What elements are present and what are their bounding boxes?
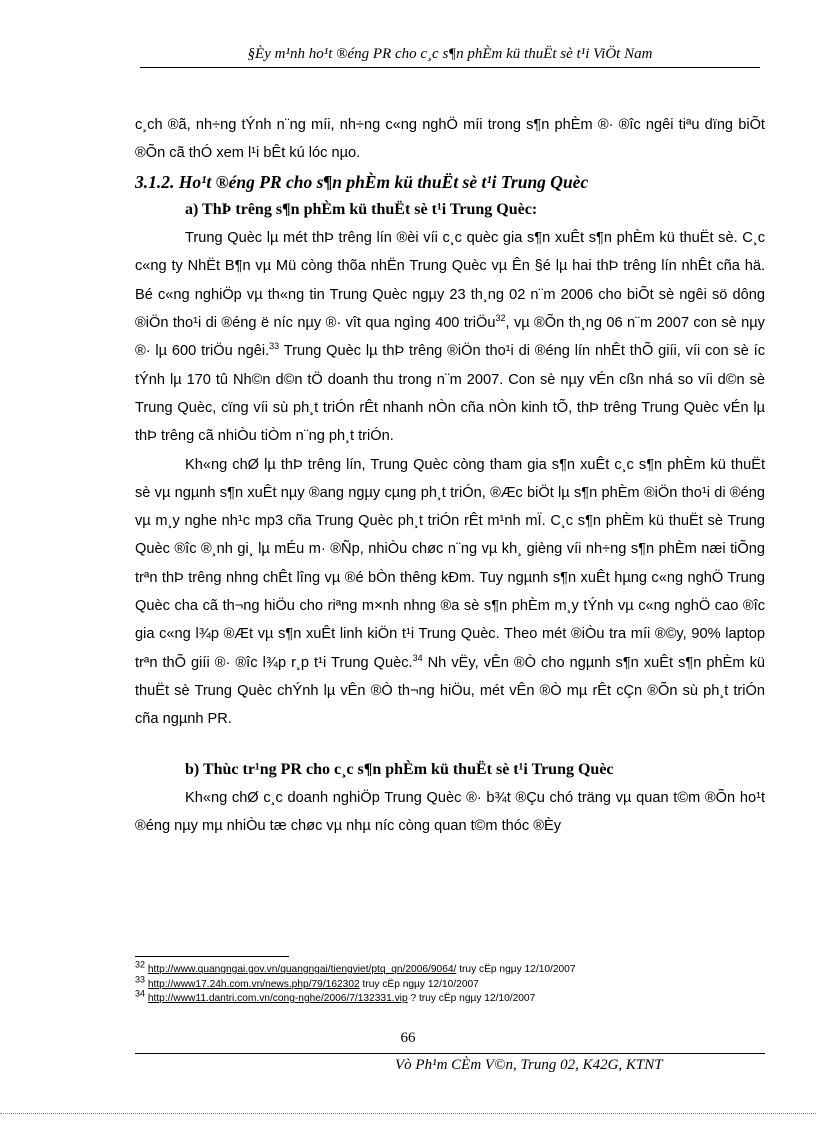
footer-divider [135, 1053, 765, 1054]
running-footer: Vò Ph¹m CÈm V©n, Trung 02, K42G, KTNT [395, 1057, 663, 1073]
subheading-market: a) ThÞ trêng s¶n phÈm kü thuËt sè t¹i Trung Quèc: [185, 200, 538, 218]
footnote-link[interactable]: http://www11.dantri.com.vn/cong-nghe/2006/7/132331.vip [147, 993, 408, 1004]
body-text [135, 111, 765, 840]
paragraph-continuation: c¸ch ®ã, nh÷ng tÝnh n¨ng míi, nh÷ng c«ng nghÖ míi trong s¶n phÈm ®· ®îc ngêi tiªu dïng biÕt ®Õn cã thÓ xem l¹i bÊt kú lóc nµo. [135, 117, 765, 162]
paragraph-text: Trung Quèc lµ mét thÞ trêng lín ®èi víi c¸c quèc gia s¶n xuÊt s¶n phÈm kü thuËt sè. C¸c c«ng ty NhËt B¶n vµ Mü còng thõa nhËn Trung Quèc vµ Ên §é lµ hai thÞ trêng lín nhÊt cña hä. Bé c«ng nghiÖp vµ th«ng tin Trung Quèc ngµy 23 th¸ng 02 n¨m 2006 cho biÕt sè ngêi sö dông ®iÖn tho¹i di ®éng ë níc nµy ®· vît qua ngìng 400 triÖu [135, 230, 765, 332]
footnote-33 [135, 974, 765, 993]
page-number: 66 [400, 1030, 416, 1046]
paragraph-text: , vµ ®Õn th¸ng 06 n¨m 2007 con sè nµy ®· lµ 600 triÖu ngêi. [135, 315, 765, 360]
footnote-link[interactable]: http://www17.24h.com.vn/news.php/79/162302 [147, 978, 360, 990]
section-heading: 3.1.2. Ho¹t ®éng PR cho s¶n phÈm kü thuËt sè t¹i Trung Quèc [135, 171, 589, 192]
paragraph-market-size [135, 224, 765, 450]
paragraph-text: Nh vËy, vÊn ®Ò cho ngµnh s¶n xuÊt s¶n phÈm kü thuËt sè Trung Quèc chÝnh lµ vÊn ®Ò th¬ng hiÖu, mét vÊn ®Ò mµ rÊt cÇn ®Õn sù ph¸t triÓn cña ngµnh PR. [135, 654, 765, 728]
footnote-number: 33 [135, 974, 146, 985]
spacer [135, 734, 765, 756]
footnote-34 [135, 988, 765, 1007]
paragraph-production [135, 451, 765, 734]
paragraph-text: Kh«ng chØ lµ thÞ trêng lín, Trung Quèc còng tham gia s¶n xuÊt c¸c s¶n phÈm kü thuËt sè vµ ngµnh s¶n xuÊt nµy ®ang ngµy cµng ph¸t triÓn, ®Æc biÖt lµ s¶n phÈm ®iÖn tho¹i di ®éng vµ m¸y nghe nh¹c mp3 cña Trung Quèc ph¸t triÓn rÊt m¹nh mÏ. C¸c s¶n phÈm kü thuËt sè Trung Quèc ®îc ®¸nh gi¸ lµ mÉu m· ®Ñp, nhiÒu chøc n¨ng vµ kh¸ gièng víi nh÷ng s¶n phÈm næi tiÕng trªn thÞ trêng nhng chÊt lîng vµ ®é bÒn thêng kÐm. Tuy ngµnh s¶n xuÊt hµng c«ng nghÖ Trung Quèc cha cã th¬ng hiÖu cho riªng m×nh nhng ®a sè s¶n phÈm m¸y tÝnh vµ c«ng nghÖ cao ®îc gia c«ng l¾p ®Æt vµ s¶n xuÊt linh kiÖn t¹i Trung Quèc. Theo mét ®iÒu tra míi ®©y, 90% laptop trªn thÕ giíi ®· ®îc l¾p r¸p t¹i Trung Quèc. [135, 456, 765, 671]
footnote-ref-32: 32 [495, 313, 506, 324]
footnote-divider [135, 956, 289, 957]
footnote-ref-33: 33 [269, 341, 280, 352]
header-divider [140, 67, 760, 68]
footnote-note: ? truy cËp ngµy 12/10/2007 [407, 993, 536, 1004]
paragraph-pr-status: Kh«ng chØ c¸c doanh nghiÖp Trung Quèc ®· b¾t ®Çu chó träng vµ quan t©m ®Õn ho¹t ®éng nµy mµ nhiÒu tæ chøc vµ nhµ níc còng quan t©m thóc ®Èy [135, 789, 765, 835]
footnote-number: 32 [135, 959, 146, 970]
footnote-link[interactable]: http://www.quangngai.gov.vn/quangngai/tiengviet/ptq_qn/2006/9064/ [147, 964, 457, 975]
footnote-ref-34: 34 [412, 652, 423, 663]
footnote-note: truy cËp ngµy 12/10/2007 [456, 964, 576, 975]
footnotes [135, 959, 765, 1007]
running-header: §Èy m¹nh ho¹t ®éng PR cho c¸c s¶n phÈm kü thuËt sè t¹i ViÖt Nam [247, 46, 653, 62]
page-bottom-border [0, 1113, 816, 1114]
paragraph-text: Trung Quèc lµ thÞ trêng ®iÖn tho¹i di ®éng lín nhÊt thÕ giíi, víi con sè íc tÝnh lµ 170 tû Nh©n d©n tÖ doanh thu trong n¨m 2007. Con sè nµy vÉn cßn nhá so víi d©n sè Trung Quèc, cïng víi sù ph¸t triÓn rÊt nhanh nÒn cña nÒn kinh tÕ, thÞ trêng Trung Quèc vÉn lµ thÞ trêng cã nhiÒu tiÒm n¨ng ph¸t triÓn. [135, 343, 765, 445]
subheading-pr-status: b) Thùc tr¹ng PR cho c¸c s¶n phÈm kü thuËt sè t¹i Trung Quèc [185, 760, 614, 778]
footnote-note: truy cËp ngµy 12/10/2007 [359, 978, 479, 990]
footnote-number: 34 [135, 988, 146, 999]
footnote-32 [135, 959, 765, 978]
